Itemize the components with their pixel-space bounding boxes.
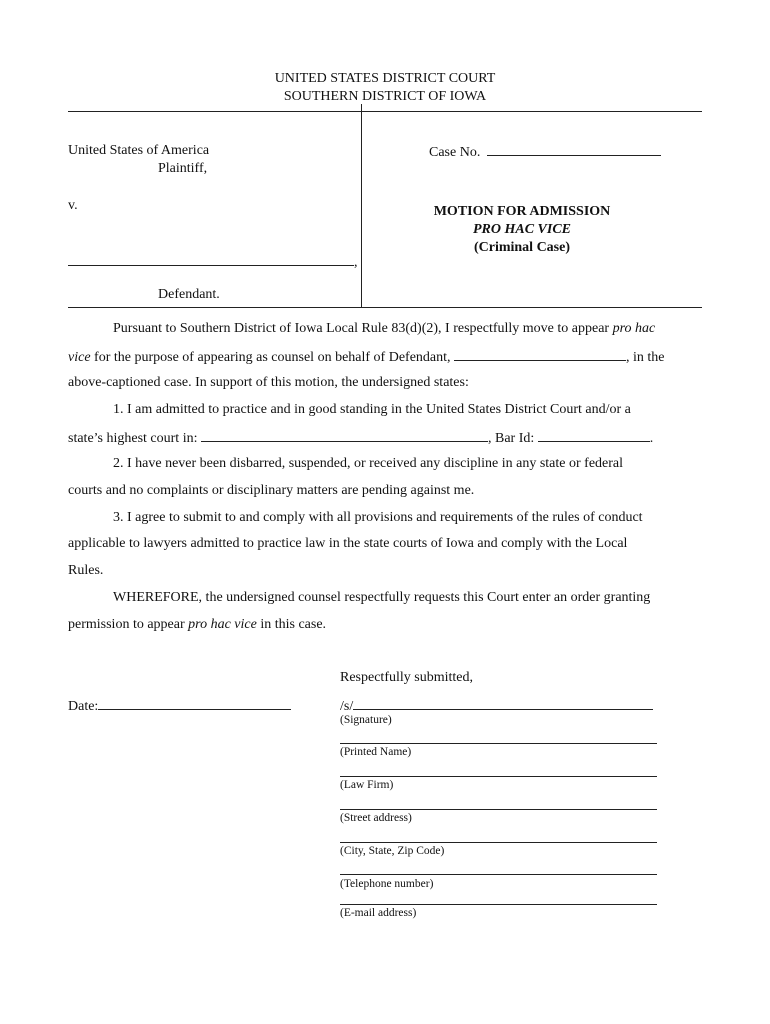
wherefore-line-2: permission to appear pro hac vice in this case. — [68, 617, 327, 632]
city-state-zip-line[interactable] — [340, 842, 657, 843]
item-3-line-1: 3. I agree to submit to and comply with all provisions and requirements of the rules of conduct — [113, 510, 643, 525]
defendant-label: Defendant. — [158, 287, 220, 302]
printed-name-caption: (Printed Name) — [340, 746, 412, 758]
court-name: UNITED STATES DISTRICT COURT — [274, 71, 496, 86]
street-address-line[interactable] — [340, 809, 657, 810]
defendant-name-field[interactable] — [68, 252, 358, 271]
signature-blank[interactable] — [353, 696, 653, 710]
item-2-line-2: courts and no complaints or disciplinary matters are pending against me. — [68, 483, 475, 498]
law-firm-caption: (Law Firm) — [340, 779, 394, 791]
printed-name-line[interactable] — [340, 743, 657, 744]
street-address-caption: (Street address) — [340, 812, 412, 824]
date-label: Date: — [68, 699, 99, 714]
date-blank[interactable] — [98, 696, 291, 710]
item-2-line-1: 2. I have never been disbarred, suspended, or received any discipline in any state or federal — [113, 456, 624, 471]
case-number-label: Case No. — [429, 145, 481, 160]
motion-case-type: (Criminal Case) — [473, 240, 571, 255]
defendant-blank[interactable] — [454, 347, 626, 361]
plaintiff-label: Plaintiff, — [158, 161, 208, 176]
email-line[interactable] — [340, 904, 657, 905]
plaintiff-name: United States of America — [68, 143, 210, 158]
motion-title: MOTION FOR ADMISSION — [433, 204, 611, 219]
city-state-zip-caption: (City, State, Zip Code) — [340, 845, 445, 857]
telephone-caption: (Telephone number) — [340, 878, 434, 890]
item-3-line-2: applicable to lawyers admitted to practice law in the state courts of Iowa and comply with the Local — [68, 536, 628, 551]
wherefore-line-1: WHEREFORE, the undersigned counsel respectfully requests this Court enter an order granting — [113, 590, 651, 605]
email-caption: (E-mail address) — [340, 907, 417, 919]
intro-line-3: above-captioned case. In support of this motion, the undersigned states: — [68, 375, 469, 390]
law-firm-line[interactable] — [340, 776, 657, 777]
caption-bottom-rule — [68, 307, 702, 308]
defendant-name-blank[interactable] — [68, 252, 354, 266]
respectfully-submitted: Respectfully submitted, — [340, 670, 473, 685]
item-3-line-3: Rules. — [68, 563, 104, 578]
state-court-blank[interactable] — [201, 428, 488, 442]
motion-subtitle: PRO HAC VICE — [472, 222, 572, 237]
defendant-comma: , — [354, 255, 358, 270]
date-field[interactable] — [68, 696, 291, 715]
item-1-line-1: 1. I am admitted to practice and in good standing in the United States District Court and/or a — [113, 402, 631, 417]
case-number-field[interactable] — [429, 142, 661, 161]
intro-line-1: Pursuant to Southern District of Iowa Local Rule 83(d)(2), I respectfully move to appear pro hac — [113, 321, 656, 336]
bar-id-blank[interactable] — [538, 428, 650, 442]
caption-top-rule — [68, 111, 702, 112]
signature-caption: (Signature) — [340, 714, 392, 726]
signature-prefix: /s/ — [340, 699, 354, 714]
district-name: SOUTHERN DISTRICT OF IOWA — [283, 89, 487, 104]
telephone-line[interactable] — [340, 874, 657, 875]
intro-line-2: vice for the purpose of appearing as counsel on behalf of Defendant, , in the — [68, 347, 665, 366]
case-number-blank[interactable] — [487, 142, 661, 156]
item-1-line-2: state’s highest court in: , Bar Id: . — [68, 428, 653, 447]
versus: v. — [68, 198, 78, 213]
